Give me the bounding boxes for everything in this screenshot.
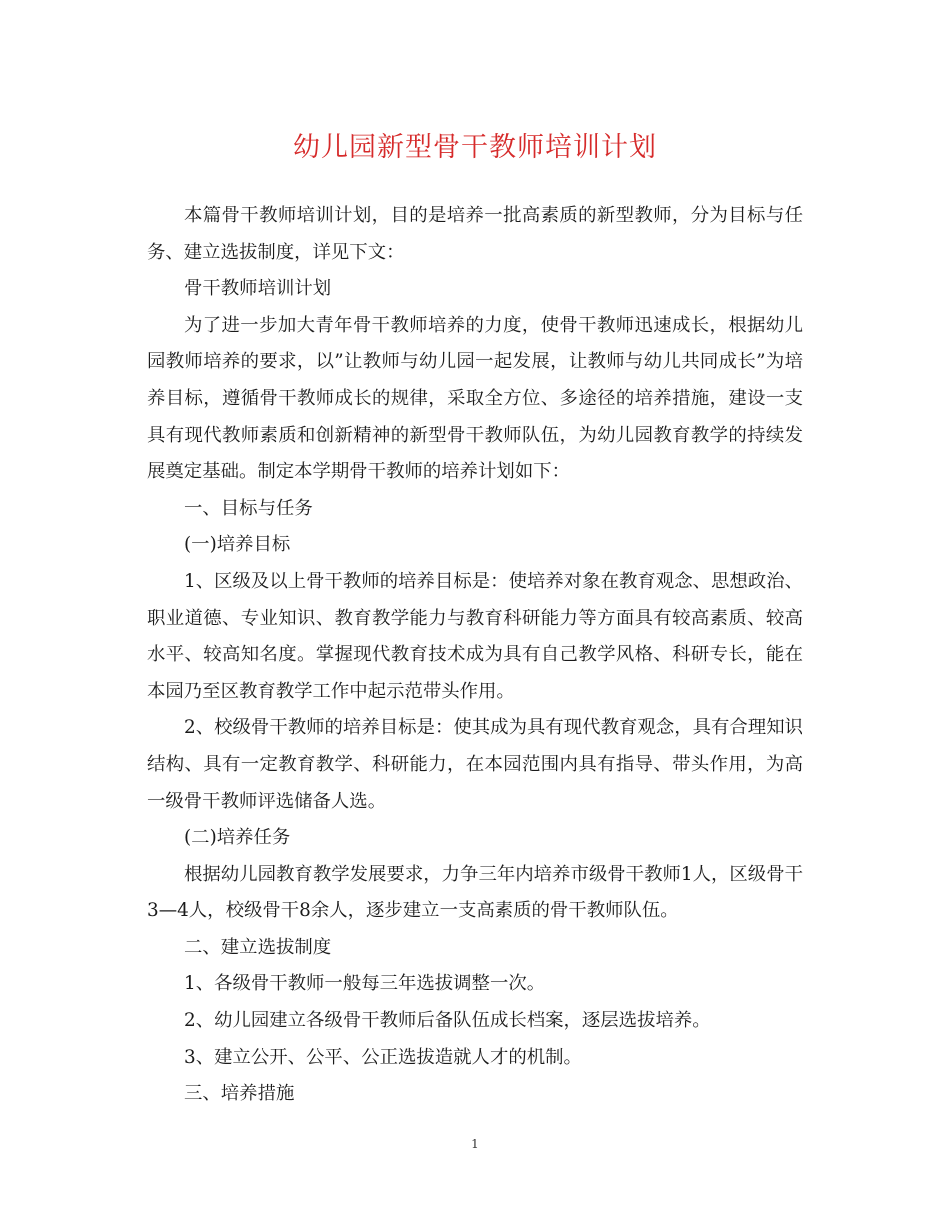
- heading-selection-system: 二、建立选拔制度: [184, 936, 332, 958]
- preface-paragraph: 为了进一步加大青年骨干教师培养的力度，使骨干教师迅速成长，根据幼儿园教师培养的要求，以”让教师与幼儿园一起发展，让教师与幼儿共同成长”为培养目标，遵循骨干教师成长的规律，采取全方位、多途径的培养措施，建设一支具有现代教师素质和创新精神的新型骨干教师队伍，为幼儿园教育教学的持续发展奠定基础。制定本学期骨干教师的培养计划如下：: [147, 314, 803, 483]
- selection-item-3: 3、建立公开、公平、公正选拔造就人才的机制。: [184, 1046, 582, 1068]
- document-body: [147, 198, 803, 1113]
- subheading-training-goals: (一)培养目标: [184, 534, 291, 556]
- selection-item-2: 2、幼儿园建立各级骨干教师后备队伍成长档案，逐层选拔培养。: [184, 1010, 711, 1032]
- goal-item-district: 1、区级及以上骨干教师的培养目标是：使培养对象在教育观念、思想政治、职业道德、专业知识、教育教学能力与教育科研能力等方面具有较高素质、较高水平、较高知名度。掌握现代教育技术成为具有自己教学风格、科研专长，能在本园乃至区教育教学工作中起示范带头作用。: [147, 570, 803, 702]
- heading-training-measures: 三、培养措施: [184, 1083, 295, 1105]
- heading-goals-and-tasks: 一、目标与任务: [184, 497, 313, 519]
- selection-item-1: 1、各级骨干教师一般每三年选拔调整一次。: [184, 973, 546, 995]
- document-title: 幼儿园新型骨干教师培训计划: [293, 132, 657, 163]
- goal-item-school: 2、校级骨干教师的培养目标是：使其成为具有现代教育观念，具有合理知识结构、具有一定教育教学、科研能力，在本园范围内具有指导、带头作用，为高一级骨干教师评选储备人选。: [147, 717, 803, 812]
- tasks-paragraph: 根据幼儿园教育教学发展要求，力争三年内培养市级骨干教师1人，区级骨干3—4人，校级骨干8余人，逐步建立一支高素质的骨干教师队伍。: [147, 863, 803, 922]
- subheading-training-tasks: (二)培养任务: [184, 827, 291, 849]
- section-subtitle: 骨干教师培训计划: [184, 278, 332, 300]
- intro-paragraph: 本篇骨干教师培训计划，目的是培养一批高素质的新型教师，分为目标与任务、建立选拔制度，详见下文：: [147, 205, 803, 263]
- page-number: 1: [471, 1137, 479, 1151]
